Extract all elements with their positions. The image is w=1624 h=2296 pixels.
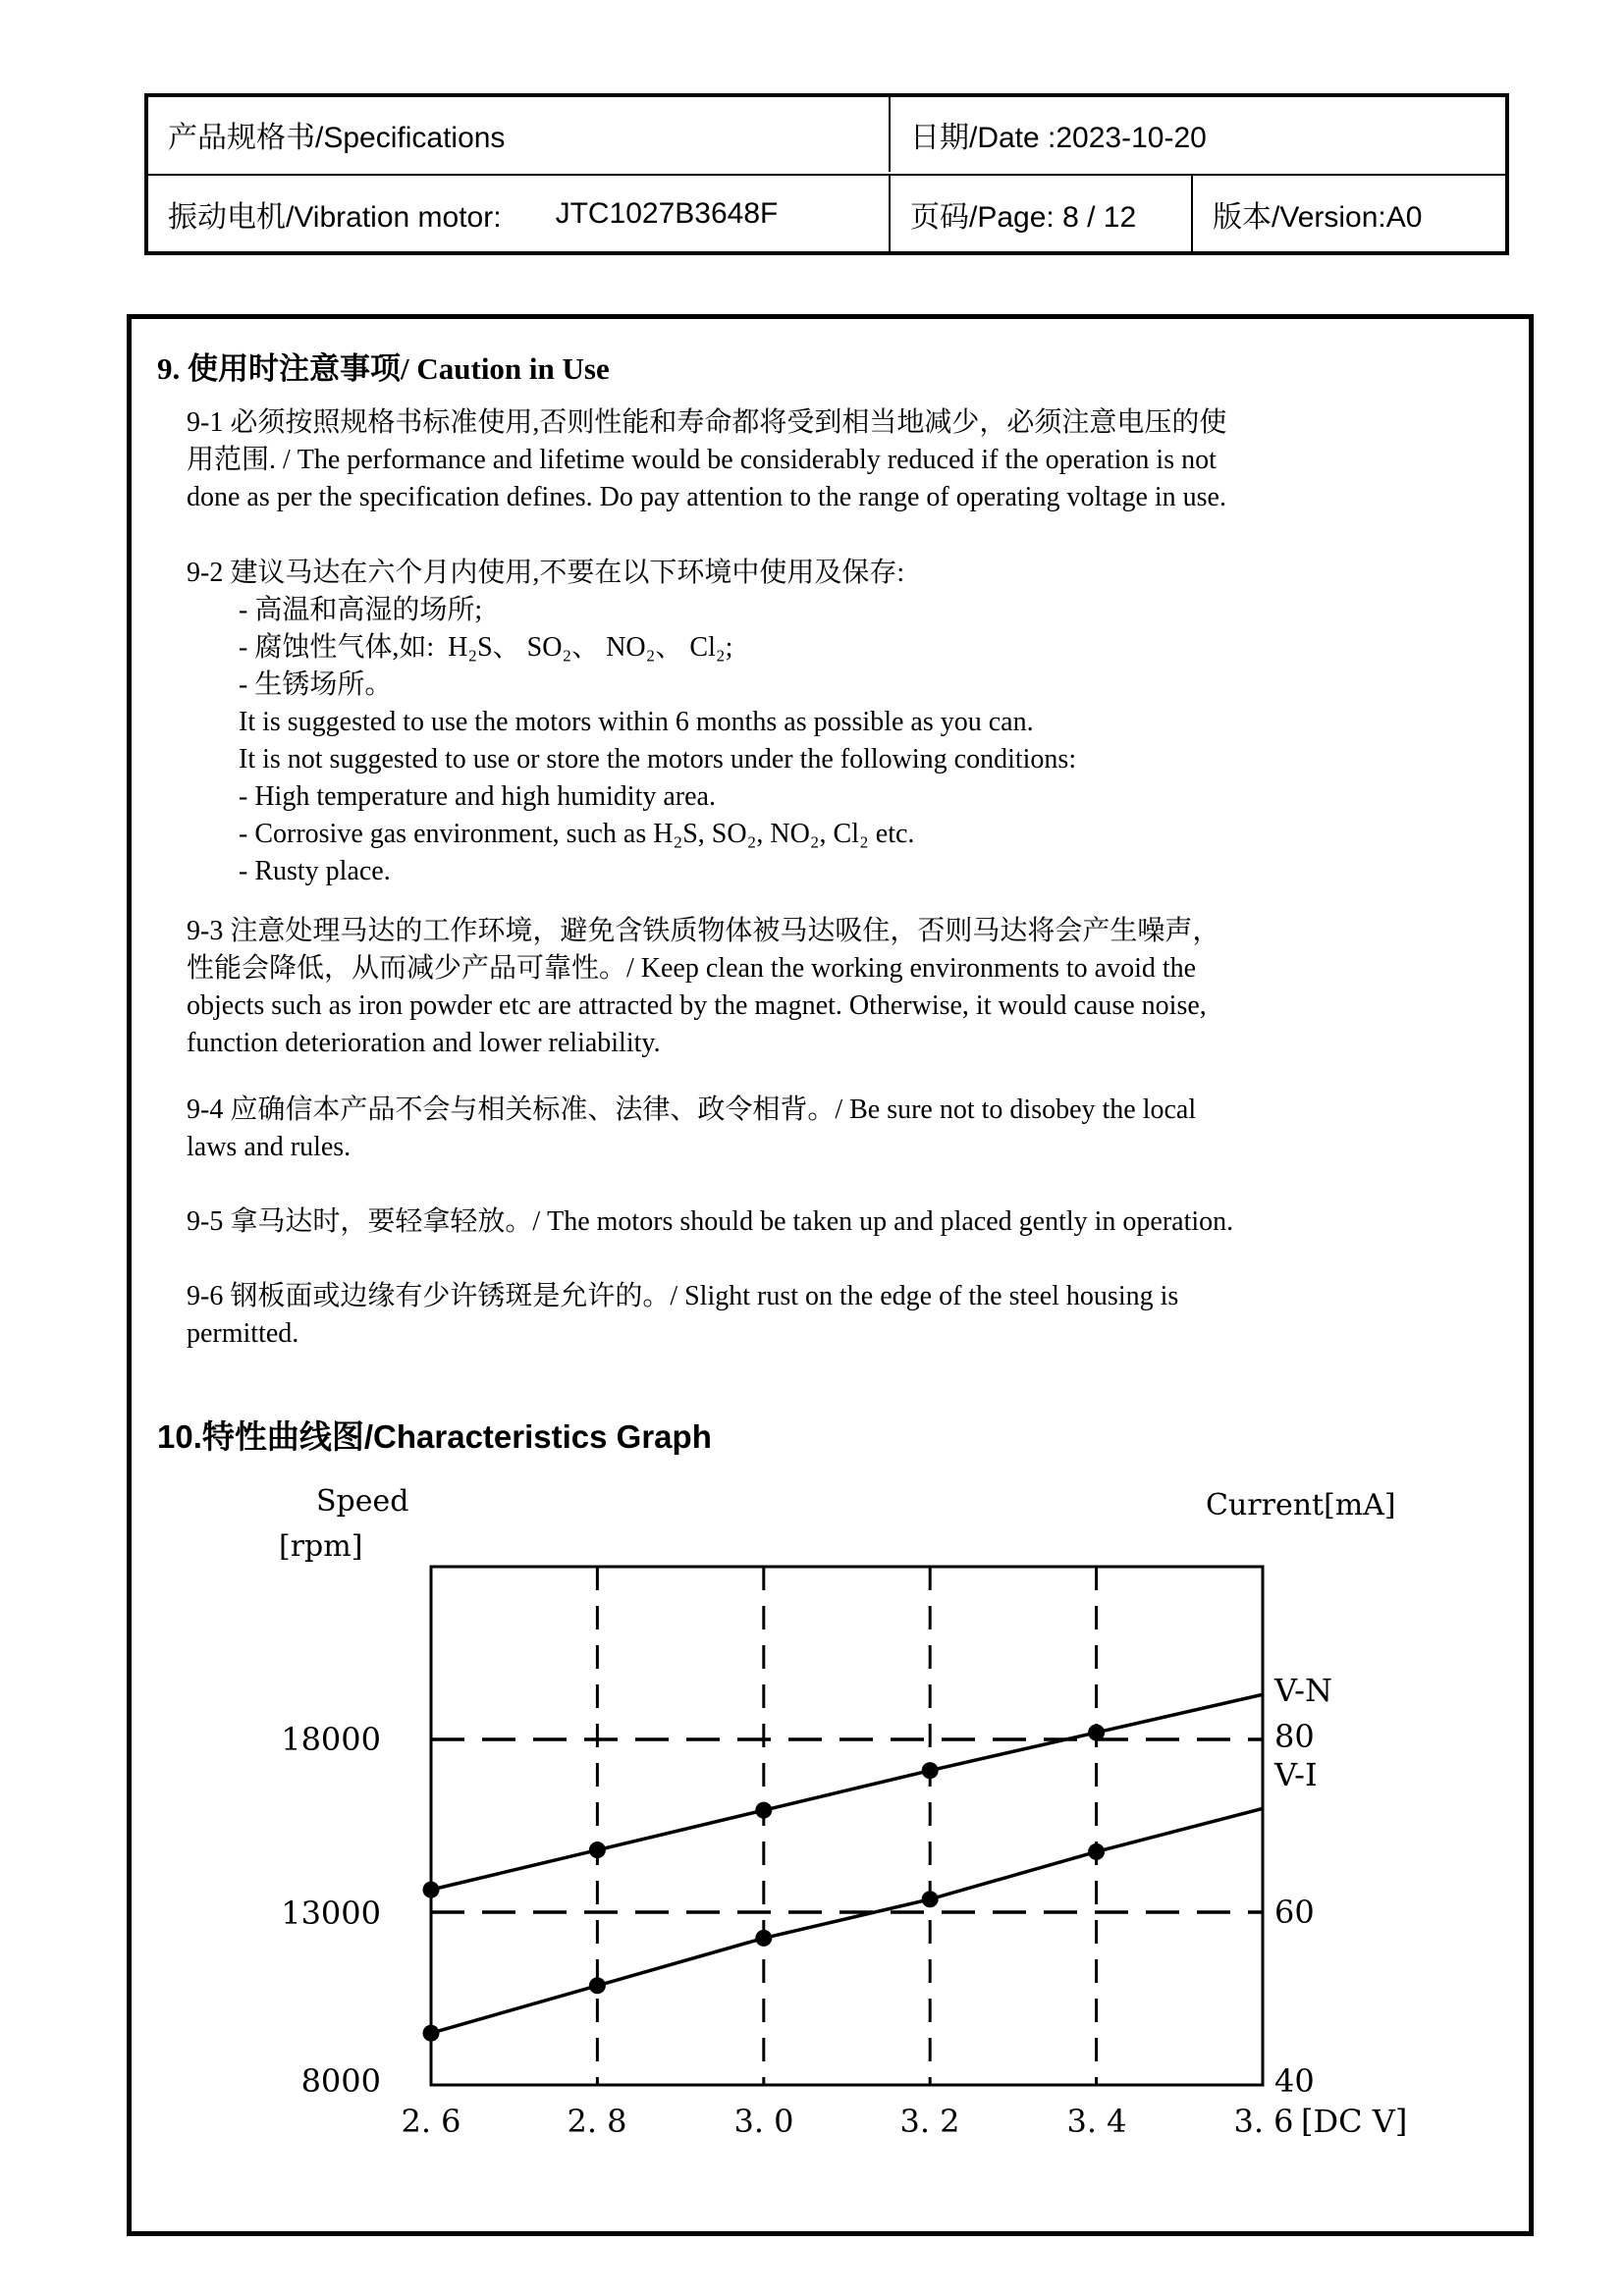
x-axis-tick: 3. 2 — [899, 2103, 960, 2140]
caution-9-4-line: laws and rules. — [187, 1132, 352, 1162]
caution-9-4-line: 9-4 应确信本产品不会与相关标准、法律、政令相背。/ Be sure not to disobey the local — [187, 1095, 1197, 1125]
doc-title: 产品规格书/Specifications — [168, 122, 506, 154]
right-axis-tick: 40 — [1274, 2062, 1315, 2100]
caution-9-2-intro: 9-2 建议马达在六个月内使用,不要在以下环境中使用及保存: — [187, 558, 905, 588]
caution-9-3-line: function deterioration and lower reliability. — [187, 1028, 661, 1058]
caution-9-3-line: 性能会降低，从而减少产品可靠性。/ Keep clean the working environments to avoid the — [187, 953, 1197, 984]
right-axis-tick: 60 — [1274, 1894, 1315, 1931]
left-axis-unit: [rpm] — [279, 1529, 363, 1564]
caution-9-6-line: permitted. — [187, 1318, 299, 1349]
x-axis-unit: [DC V] — [1301, 2103, 1408, 2140]
left-axis-tick: 18000 — [281, 1721, 381, 1758]
caution-9-1-line: 9-1 必须按照规格书标准使用,否则性能和寿命都将受到相当地减少，必须注意电压的使 — [187, 407, 1227, 438]
caution-9-2-bullet: - 生锈场所。 — [239, 669, 393, 700]
section-9-heading: 9. 使用时注意事项/ Caution in Use — [157, 351, 610, 386]
page-number: 页码/Page: 8 / 12 — [910, 200, 1137, 234]
product-model: JTC1027B3648F — [555, 196, 779, 230]
caution-9-2-bullet: - Rusty place. — [239, 856, 391, 886]
x-axis-tick: 3. 4 — [1066, 2103, 1127, 2140]
caution-9-1-line: done as per the specification defines. Do pay attention to the range of operating voltage in use. — [187, 482, 1226, 512]
caution-9-2-bullet: - High temperature and high humidity area. — [239, 781, 716, 812]
x-axis-tick: 3. 6 — [1233, 2103, 1294, 2140]
caution-9-2-bullet: - 腐蚀性气体,如: H₂S、 SO₂、 NO₂、 Cl₂; — [239, 632, 733, 663]
series-label-v-i: V-I — [1274, 1756, 1318, 1793]
doc-date: 日期/Date :2023-10-20 — [910, 122, 1207, 154]
doc-version: 版本/Version:A0 — [1213, 200, 1423, 234]
x-axis-tick: 2. 6 — [401, 2103, 461, 2140]
caution-9-2-bullet: It is not suggested to use or store the motors under the following conditions: — [239, 744, 1077, 774]
left-axis-tick: 8000 — [300, 2062, 381, 2100]
caution-9-6-line: 9-6 钢板面或边缘有少许锈斑是允许的。/ Slight rust on the edge of the steel housing is — [187, 1281, 1179, 1311]
right-axis-title: Current[mA] — [1206, 1488, 1396, 1522]
right-axis-tick: 80 — [1274, 1718, 1315, 1755]
x-axis-tick: 3. 0 — [733, 2103, 794, 2140]
caution-9-3-line: objects such as iron powder etc are attracted by the magnet. Otherwise, it would cause noise, — [187, 990, 1207, 1021]
x-axis-tick: 2. 8 — [567, 2103, 627, 2140]
left-axis-tick: 13000 — [281, 1895, 381, 1932]
left-axis-title: Speed — [316, 1484, 409, 1519]
section-10-heading: 10.特性曲线图/Characteristics Graph — [157, 1418, 712, 1455]
caution-9-3-line: 9-3 注意处理马达的工作环境，避免含铁质物体被马达吸住，否则马达将会产生噪声， — [187, 916, 1220, 946]
caution-9-2-bullet: - 高温和高湿的场所; — [239, 595, 483, 625]
caution-9-2-bullet: It is suggested to use the motors within 6 months as possible as you can. — [239, 707, 1034, 737]
caution-9-1-line: 用范围. / The performance and lifetime would be considerably reduced if the operation is not — [187, 445, 1217, 475]
series-label-v-n: V-N — [1274, 1672, 1332, 1709]
caution-9-2-bullet: - Corrosive gas environment, such as H₂S, SO₂, NO₂, Cl₂ etc. — [239, 819, 915, 849]
caution-9-5-line: 9-5 拿马达时，要轻拿轻放。/ The motors should be taken up and placed gently in operation. — [187, 1206, 1234, 1237]
product-label: 振动电机/Vibration motor: — [168, 200, 502, 234]
